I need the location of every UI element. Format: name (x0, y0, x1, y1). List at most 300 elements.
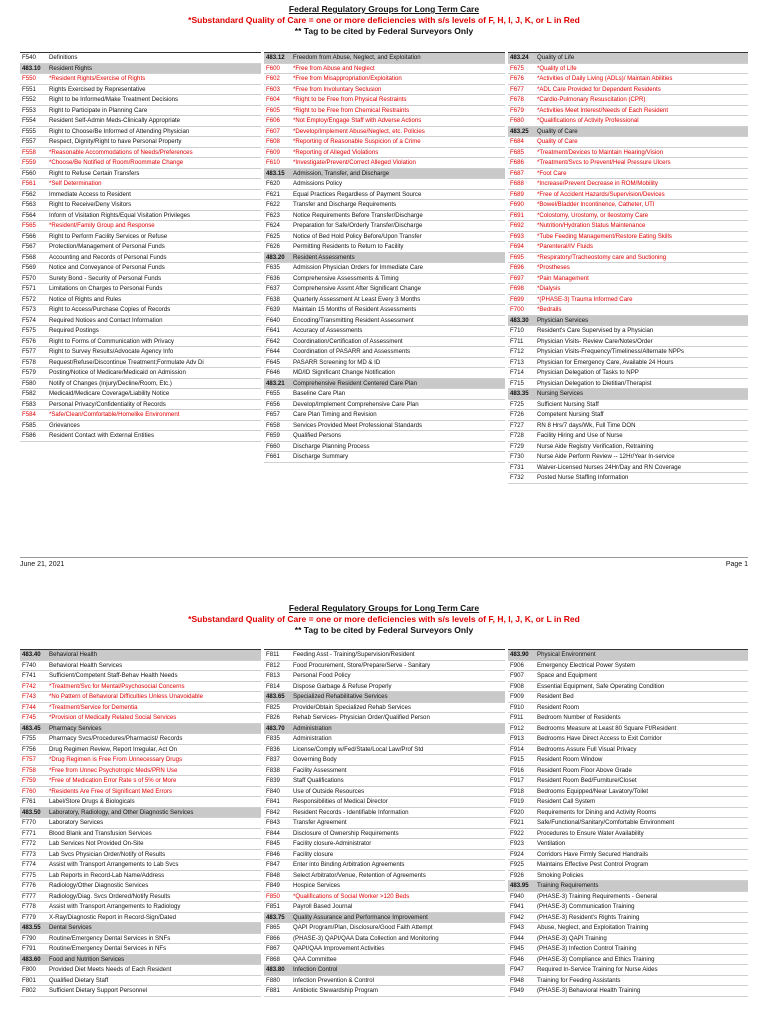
table-row (508, 850, 748, 861)
tag-code: F845 (266, 840, 280, 847)
table-row (264, 389, 505, 400)
table-row (508, 724, 748, 735)
section-row (20, 724, 261, 735)
table-row (508, 829, 748, 840)
tag-code: F637 (266, 285, 280, 292)
table-row (20, 74, 261, 85)
tag-description: Routine/Emergency Dental Services in NFs (49, 945, 167, 952)
tag-code: F880 (266, 976, 280, 984)
table-row (20, 358, 261, 369)
tag-code: F842 (266, 808, 280, 816)
table-row (508, 860, 748, 871)
tag-description: Label/Store Drugs & Biologicals (49, 798, 135, 805)
section-title: Behavioral Health (49, 651, 98, 658)
tag-description: Right to Receive/Deny Visitors (49, 201, 132, 208)
table-row (264, 127, 505, 138)
tag-description: Services Provided Meet Professional Standards (293, 421, 423, 429)
tag-code: F914 (510, 745, 524, 753)
tag-description: *Investigate/Prevent/Correct Alleged Violation (293, 159, 416, 166)
table-row (20, 892, 261, 903)
section-code: 483.25 (510, 127, 529, 135)
table-row (20, 850, 261, 861)
table-row (264, 734, 505, 745)
tag-description: Use of Outside Resources (293, 787, 365, 795)
tag-code: F572 (22, 295, 36, 303)
tag-description: *Qualifications of Activity Professional (537, 117, 639, 124)
table-row (264, 808, 505, 819)
tag-description: Dispose Garbage & Refuse Properly (293, 682, 392, 690)
tag-code: F609 (266, 148, 280, 156)
tag-description: *Self Determination (49, 180, 102, 187)
tag-description: *Resident Rights/Exercise of Rights (49, 75, 146, 82)
table-row (508, 671, 748, 682)
table-row (20, 913, 261, 924)
tag-code: F811 (266, 651, 280, 658)
table-row (20, 671, 261, 682)
tag-code: F635 (266, 264, 280, 271)
section-title: Pharmacy Services (49, 724, 102, 732)
tag-code: F778 (22, 903, 36, 910)
table-row (508, 713, 748, 724)
table-row (20, 221, 261, 232)
tag-description: Sufficient Dietary Support Personnel (49, 987, 148, 994)
table-row (508, 734, 748, 745)
tag-code: F812 (266, 661, 280, 669)
tag-description: Discharge Summary (293, 453, 349, 460)
tag-code: F920 (510, 808, 524, 816)
table-row (508, 703, 748, 714)
table-row (20, 871, 261, 882)
tag-code: F945 (510, 945, 524, 952)
section-row (508, 650, 748, 661)
tag-code: F583 (22, 400, 36, 408)
table-row (508, 263, 748, 274)
tag-code: F687 (510, 169, 524, 177)
tag-code: F638 (266, 295, 280, 303)
tag-code: F555 (22, 127, 36, 135)
table-row (20, 410, 261, 421)
tag-description: *Activities of Daily Living (ADLs)/ Maintain Abilities (537, 75, 673, 82)
tag-description: *Reporting of Reasonable Suspicion of a Crime (293, 138, 421, 145)
tag-description: Physician for Emergency Care, Available 24 Hours (537, 358, 674, 366)
tag-code: F565 (22, 222, 36, 229)
section-row (20, 64, 261, 75)
tag-code: F626 (266, 243, 280, 250)
tag-description: Assist with Transport Arrangements to Radiology (49, 903, 181, 910)
table-row (508, 913, 748, 924)
tag-code: F639 (266, 306, 280, 313)
tag-code: F686 (510, 159, 524, 166)
tag-description: *Safe/Clean/Comfortable/Homelike Environment (49, 411, 180, 418)
tag-code: F710 (510, 327, 524, 334)
table-row (20, 400, 261, 411)
tag-code: F621 (266, 190, 280, 198)
table-row (508, 986, 748, 997)
tag-description: Maintains Effective Pest Control Program (537, 861, 649, 868)
tag-description: Required In-Service Training for Nurse Aides (537, 966, 658, 973)
tag-description: Personal Privacy/Confidentiality of Records (49, 400, 166, 408)
table-row (508, 797, 748, 808)
tag-description: Notice of Bed Hold Policy Before/Upon Transfer (293, 232, 422, 240)
tag-code: F550 (22, 75, 36, 82)
tag-code: F567 (22, 243, 36, 250)
table-row (264, 860, 505, 871)
section-title: Specialized Rehabilitative Services (293, 693, 388, 700)
table-row (264, 902, 505, 913)
tag-code: F574 (22, 316, 36, 324)
tag-code: F758 (22, 766, 36, 774)
table-row (20, 337, 261, 348)
tag-code: F636 (266, 274, 280, 282)
table-row (264, 776, 505, 787)
tag-code: F843 (266, 819, 280, 826)
tag-code: F660 (266, 442, 280, 450)
section-code: 483.70 (266, 724, 285, 732)
tag-description: Immediate Access to Resident (49, 190, 131, 198)
tag-code: F586 (22, 432, 36, 439)
section-code: 483.50 (22, 808, 41, 816)
section-row (20, 808, 261, 819)
tag-description: Coordination of PASARR and Assessments (293, 348, 411, 355)
page-2-subtitle: *Substandard Quality of Care = one or more deficiencies with s/s levels of F, H, I, J, K, or L in Red (188, 614, 580, 624)
table-row (508, 305, 748, 316)
tag-code: F742 (22, 682, 36, 690)
tag-description: Required Notices and Contact Information (49, 316, 163, 324)
tag-code: F658 (266, 421, 280, 429)
page-1 (20, 4, 748, 568)
tag-code: F726 (510, 411, 524, 418)
tag-description: Admissions Policy (293, 180, 343, 187)
tag-description: Nurse Aide Registry Verification, Retraining (537, 442, 654, 450)
section-code: 483.30 (510, 316, 529, 324)
tag-code: F743 (22, 693, 36, 700)
tag-description: *Free of Medication Error Rate s of 5% or More (49, 777, 177, 784)
table-row (20, 944, 261, 955)
tag-description: License/Comply w/Fed/State/Local Law/Prof Std (293, 745, 424, 753)
tag-description: *Bedrails (537, 306, 562, 313)
tag-description: *Not Employ/Engage Staff with Adverse Actions (293, 117, 422, 124)
tag-code: F657 (266, 411, 280, 418)
tag-code: F838 (266, 766, 280, 774)
tag-code: F561 (22, 180, 36, 187)
tag-code: F918 (510, 787, 524, 795)
tag-code: F714 (510, 369, 524, 376)
tag-description: *Tube Feeding Management/Restore Eating Skills (537, 232, 672, 240)
page-2-col-3 (508, 649, 748, 997)
tag-code: F694 (510, 243, 524, 250)
tag-code: F946 (510, 955, 524, 963)
table-row (264, 934, 505, 945)
document-note: ** Tag to be cited by Federal Surveyors Only (294, 26, 474, 36)
table-row (20, 829, 261, 840)
tag-description: Enter into Binding Arbitration Agreements (293, 861, 405, 868)
table-row (20, 818, 261, 829)
tag-code: F849 (266, 882, 280, 889)
tag-description: Surety Bond - Security of Personal Funds (49, 274, 162, 282)
tag-code: F921 (510, 819, 524, 826)
tag-description: Notice of Rights and Rules (49, 295, 122, 303)
table-row (508, 85, 748, 96)
table-row (264, 421, 505, 432)
tag-code: F744 (22, 703, 36, 711)
tag-code: F910 (510, 703, 524, 711)
tag-code: F604 (266, 96, 280, 103)
tag-description: Rights Exercised by Representative (49, 85, 146, 93)
tag-code: F731 (510, 463, 524, 471)
page-2-title: Federal Regulatory Groups for Long Term Care (288, 603, 480, 613)
section-code: 483.35 (510, 390, 529, 397)
tag-description: Bedrooms Equipped/Near Lavatory/Toilet (537, 787, 649, 795)
tag-code: F569 (22, 264, 36, 271)
table-row (20, 766, 261, 777)
tag-code: F600 (266, 64, 280, 72)
page-2-col-1 (20, 649, 261, 997)
tag-code: F610 (266, 159, 280, 166)
tag-description: *Bowel/Bladder Incontinence, Catheter, UTI (537, 201, 655, 208)
table-row (508, 116, 748, 127)
table-row (20, 284, 261, 295)
tag-code: F943 (510, 924, 524, 931)
tag-code: F577 (22, 348, 36, 355)
tag-code: F740 (22, 661, 36, 669)
tag-description: Smoking Policies (537, 871, 584, 879)
tag-code: F559 (22, 159, 36, 166)
tag-code: F540 (22, 54, 36, 61)
tag-description: Safe/Functional/Sanitary/Comfortable Environment (537, 819, 675, 826)
tag-code: F911 (510, 714, 524, 721)
table-row (264, 871, 505, 882)
tag-description: *Foot Care (537, 169, 567, 177)
tag-description: Physician Delegation of Tasks to NPP (537, 369, 639, 376)
tag-description: Sufficient/Competent Staff-Behav Health Needs (49, 672, 178, 679)
tag-code: F573 (22, 306, 36, 313)
tag-description: Radiology/Other Diagnostic Services (49, 882, 149, 889)
tag-description: Care Plan Timing and Revision (293, 411, 377, 418)
table-row (20, 211, 261, 222)
tag-description: Select Arbitrator/Venue, Retention of Agreements (293, 871, 426, 879)
table-row (508, 358, 748, 369)
table-row (20, 734, 261, 745)
table-row (264, 452, 505, 463)
tag-code: F677 (510, 85, 524, 93)
section-row (264, 692, 505, 703)
page-2-note: ** Tag to be cited by Federal Surveyors Only (294, 625, 474, 635)
tag-description: *Right to be Free from Physical Restraints (293, 96, 407, 103)
table-row (264, 211, 505, 222)
table-row (20, 95, 261, 106)
tag-code: F585 (22, 421, 36, 429)
table-row (508, 232, 748, 243)
table-row (20, 661, 261, 672)
tag-description: Behavioral Health Services (49, 661, 123, 669)
section-row (508, 127, 748, 138)
table-row (508, 934, 748, 945)
table-row (508, 337, 748, 348)
tag-description: Training for Feeding Assistants (537, 976, 621, 984)
tag-description: (PHASE-3) Communication Training (537, 903, 635, 910)
tag-description: Accounting and Records of Personal Funds (49, 253, 167, 261)
table-row (20, 200, 261, 211)
tag-description: X-Ray/Diagnostic Report in Record-Sign/Dated (49, 913, 177, 921)
tag-code: F575 (22, 327, 36, 334)
table-row (20, 787, 261, 798)
section-title: Quality of Life (537, 54, 575, 61)
tag-code: F695 (510, 253, 524, 261)
tag-description: *Resident/Family Group and Response (49, 222, 155, 229)
tag-code: F580 (22, 379, 36, 387)
tag-description: Comprehensive Assessments & Timing (293, 274, 399, 282)
table-row (508, 169, 748, 180)
table-row (20, 389, 261, 400)
tag-description: Pharmacy Svcs/Procedures/Pharmacist/ Records (49, 735, 183, 742)
tag-description: MD/ID Significant Change Notification (293, 369, 395, 376)
table-row (508, 347, 748, 358)
tag-code: F679 (510, 106, 524, 114)
tag-description: Assist with Transport Arrangements to Lab Svcs (49, 861, 179, 868)
tag-description: *No Pattern of Behavioral Difficulties Unless Unavoidable (49, 693, 204, 700)
tag-code: F697 (510, 274, 524, 282)
tag-code: F919 (510, 798, 524, 805)
tag-code: F684 (510, 138, 524, 145)
section-row (264, 724, 505, 735)
tag-code: F866 (266, 934, 280, 942)
tag-description: *Residents Are Free of Significant Med Errors (49, 787, 172, 795)
tag-description: *Free of Accident Hazards/Supervision/Devices (537, 190, 665, 198)
table-row (264, 295, 505, 306)
tag-description: Facility closure-Administrator (293, 840, 372, 847)
tag-description: *Treatment/Svc for Mental/Psychosocial Concerns (49, 682, 185, 690)
table-row (20, 902, 261, 913)
tag-code: F698 (510, 285, 524, 292)
tag-code: F625 (266, 232, 280, 240)
tag-code: F813 (266, 672, 280, 679)
page-1-col-2 (264, 52, 505, 484)
table-row (264, 755, 505, 766)
tag-code: F848 (266, 871, 280, 879)
table-row (20, 776, 261, 787)
tag-description: *Treatment/Svcs to Prevent/Heal Pressure Ulcers (537, 159, 671, 166)
table-row (264, 64, 505, 75)
table-row (264, 179, 505, 190)
table-row (508, 410, 748, 421)
tag-description: Resident Records - Identifiable Information (293, 808, 409, 816)
section-row (508, 389, 748, 400)
section-row (264, 965, 505, 976)
table-row (508, 661, 748, 672)
table-row (20, 316, 261, 327)
table-row (20, 305, 261, 316)
tag-description: Limitations on Charges to Personal Funds (49, 285, 163, 292)
tag-code: F846 (266, 850, 280, 858)
table-row (508, 923, 748, 934)
tag-description: Governing Body (293, 756, 337, 763)
tag-code: F563 (22, 201, 36, 208)
tag-code: F772 (22, 840, 36, 847)
tag-code: F840 (266, 787, 280, 795)
table-row (508, 839, 748, 850)
section-code: 483.60 (22, 955, 41, 963)
page-2 (20, 603, 748, 1024)
section-code: 483.75 (266, 913, 285, 921)
table-row (20, 274, 261, 285)
tag-description: Disclosure of Ownership Requirements (293, 829, 399, 837)
tag-code: F689 (510, 190, 524, 198)
tag-description: Equal Practices Regardless of Payment Source (293, 190, 422, 198)
tag-description: Preparation for Safe/Orderly Transfer/Discharge (293, 222, 423, 229)
tag-code: F940 (510, 892, 524, 900)
table-row (508, 787, 748, 798)
tag-description: *Reasonable Accommodations of Needs/Preferences (49, 148, 193, 156)
table-row (264, 650, 505, 661)
table-row (508, 692, 748, 703)
section-row (264, 169, 505, 180)
table-row (20, 431, 261, 442)
table-row (264, 839, 505, 850)
tag-code: F755 (22, 735, 36, 742)
tag-description: *Free from Involuntary Seclusion (293, 85, 382, 93)
tag-description: Physician Visits- Review Care/Notes/Order (537, 337, 653, 345)
table-row (508, 421, 748, 432)
tag-description: Posting/Notice of Medicare/Medicaid on Admission (49, 369, 186, 376)
tag-code: F907 (510, 672, 524, 679)
document-subtitle: *Substandard Quality of Care = one or more deficiencies with s/s levels of F, H, I, J, K, or L in Red (188, 15, 580, 25)
tag-code: F607 (266, 127, 280, 135)
table-row (264, 671, 505, 682)
tag-code: F814 (266, 682, 280, 690)
tag-code: F835 (266, 735, 280, 742)
tag-code: F759 (22, 777, 36, 784)
tag-description: *Cardio-Pulmonary Resuscitation (CPR) (537, 96, 646, 103)
tag-code: F624 (266, 222, 280, 229)
tag-code: F756 (22, 745, 36, 753)
tag-code: F732 (510, 474, 524, 481)
tag-code: F688 (510, 180, 524, 187)
tag-description: Posted Nurse Staffing Information (537, 474, 629, 481)
table-row (264, 431, 505, 442)
tag-code: F562 (22, 190, 36, 198)
table-row (508, 64, 748, 75)
tag-code: F942 (510, 913, 524, 921)
table-row (508, 326, 748, 337)
tag-code: F661 (266, 453, 280, 460)
tag-code: F826 (266, 714, 280, 721)
table-row (20, 368, 261, 379)
page-1-col-3 (508, 52, 748, 484)
tag-description: *Treatment/Service for Dementia (49, 703, 138, 711)
tag-description: *Provision of Medically Related Social Services (49, 714, 177, 721)
tag-description: *Respiratory/Tracheostomy care and Suctioning (537, 253, 667, 261)
tag-description: *Drug Regimen is Free From Unnecessary Drugs (49, 756, 183, 763)
table-row (264, 95, 505, 106)
section-code: 483.24 (510, 54, 529, 61)
tag-code: F881 (266, 987, 280, 994)
table-row (508, 368, 748, 379)
table-row (264, 85, 505, 96)
tag-code: F730 (510, 453, 524, 460)
tag-code: F554 (22, 117, 36, 124)
tag-description: *Treatment/Devices to Maintain Hearing/Vision (537, 148, 663, 156)
tag-code: F770 (22, 819, 36, 826)
tag-code: F725 (510, 400, 524, 408)
table-row (20, 797, 261, 808)
tag-description: Lab Reports in Record-Lab Name/Address (49, 871, 165, 879)
table-row (264, 221, 505, 232)
table-row (20, 190, 261, 201)
tag-code: F867 (266, 945, 280, 952)
tag-description: Corridors Have Firmly Secured Handrails (537, 850, 649, 858)
table-row (508, 745, 748, 756)
table-row (20, 976, 261, 987)
